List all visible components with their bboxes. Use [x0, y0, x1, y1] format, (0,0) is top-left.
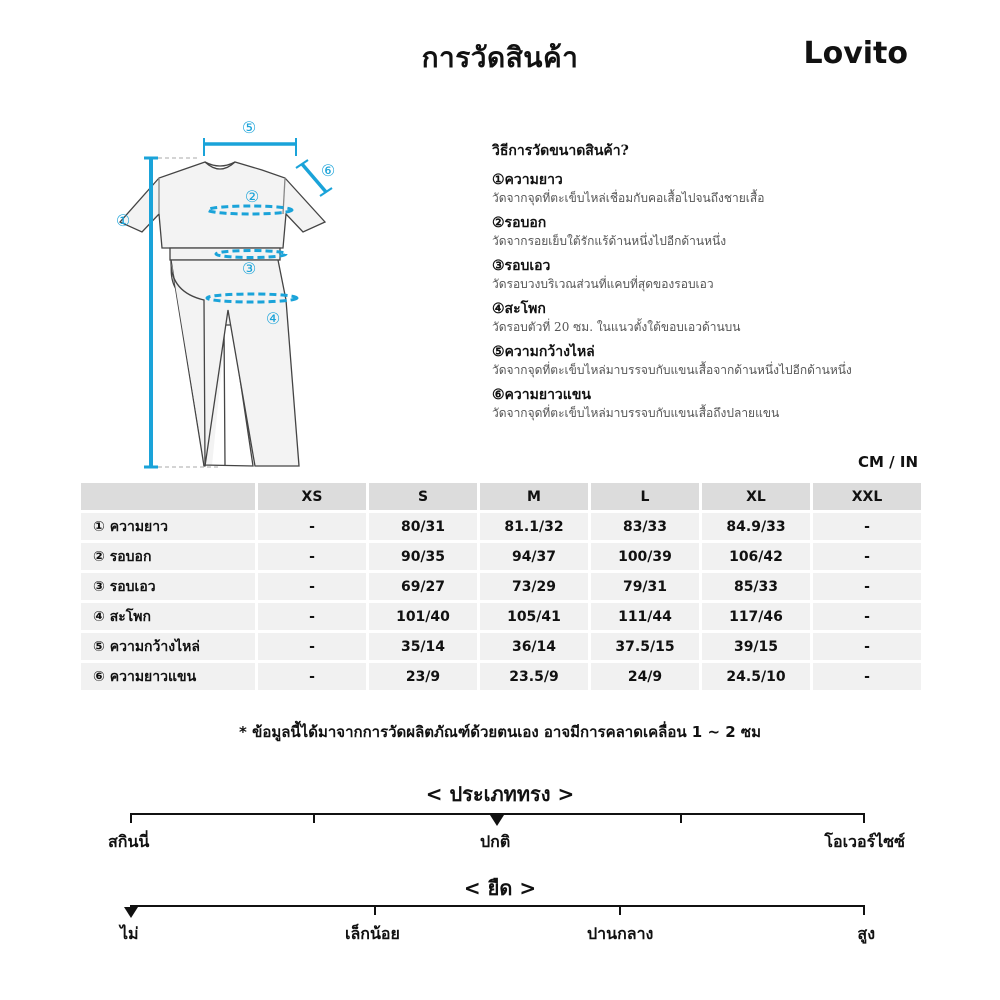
table-cell: 69/27 — [369, 573, 477, 600]
table-cell: - — [813, 543, 921, 570]
table-row-label: ④ สะโพก — [81, 603, 255, 630]
howto-item-desc: วัดจากจุดที่ตะเข็บไหล่มาบรรจบกับแขนเสื้อจากด้านหนึ่งไปอีกด้านหนึ่ง — [492, 363, 852, 377]
table-header-cell: S — [369, 483, 477, 510]
howto-item — [492, 213, 912, 249]
table-row — [81, 633, 921, 660]
howto-item-name: ①ความยาว — [492, 172, 563, 188]
howto-item — [492, 299, 912, 335]
garment-diagram — [100, 110, 340, 480]
table-row — [81, 663, 921, 690]
table-row — [81, 603, 921, 630]
table-cell: 84.9/33 — [702, 513, 810, 540]
table-cell: 79/31 — [591, 573, 699, 600]
fit-scale-tick — [130, 813, 132, 823]
table-cell: - — [813, 573, 921, 600]
howto-item — [492, 256, 912, 292]
table-header-row — [81, 483, 921, 510]
shoulder-measure — [204, 138, 296, 156]
stretch-label: สูง — [857, 924, 875, 943]
howto-item-desc: วัดจากรอยเย็บใต้รักแร้ด้านหนึ่งไปอีกด้านหนึ่ง — [492, 234, 727, 248]
howto-item-desc: วัดรอบตัวที่ 20 ซม. ในแนวตั้งใต้ขอบเอวด้านบน — [492, 320, 741, 334]
table-cell: 24.5/10 — [702, 663, 810, 690]
table-cell: 85/33 — [702, 573, 810, 600]
table-cell: - — [258, 513, 366, 540]
fit-label: โอเวอร์ไซซ์ — [824, 832, 905, 851]
table-cell: 90/35 — [369, 543, 477, 570]
table-cell: - — [813, 603, 921, 630]
howto-item-desc: วัดจากจุดที่ตะเข็บไหล่เชื่อมกับคอเสื้อไปจนถึงชายเสื้อ — [492, 191, 765, 205]
table-row — [81, 513, 921, 540]
fit-scale-tick — [313, 813, 315, 823]
table-row — [81, 543, 921, 570]
table-cell: 117/46 — [702, 603, 810, 630]
howto-title: วิธีการวัดขนาดสินค้า? — [492, 143, 629, 159]
label-5-text: ⑤ — [241, 118, 257, 137]
fit-scale-tick — [863, 813, 865, 823]
howto-item-name: ⑤ความกว้างไหล่ — [492, 344, 595, 360]
stretch-label: ไม่ — [120, 924, 139, 943]
table-row — [81, 573, 921, 600]
table-cell: 39/15 — [702, 633, 810, 660]
table-header-cell: L — [591, 483, 699, 510]
table-cell: 37.5/15 — [591, 633, 699, 660]
stretch-scale-line — [130, 905, 865, 907]
stretch-scale-tick — [374, 905, 376, 915]
table-cell: - — [258, 603, 366, 630]
fit-scale-title: < ประเภททรง > — [425, 782, 575, 806]
measurement-note: * ข้อมูลนี้ได้มาจากการวัดผลิตภัณฑ์ด้วยตนเอง อาจมีการคลาดเคลื่อน 1 ~ 2 ซม — [239, 723, 761, 741]
table-cell: 101/40 — [369, 603, 477, 630]
table-header-cell: XXL — [813, 483, 921, 510]
howto-item — [492, 170, 912, 206]
howto-item-name: ③รอบเอว — [492, 258, 551, 274]
howto-item-name: ⑥ความยาวแขน — [492, 387, 591, 403]
howto-item-desc: วัดรอบวงบริเวณส่วนที่แคบที่สุดของรอบเอว — [492, 277, 714, 291]
stretch-scale-tick — [619, 905, 621, 915]
table-cell: - — [258, 663, 366, 690]
brand-logo: Lovito — [803, 36, 908, 71]
howto-item — [492, 385, 912, 421]
page-title: การวัดสินค้า — [421, 41, 579, 74]
table-cell: 100/39 — [591, 543, 699, 570]
table-header-cell: XL — [702, 483, 810, 510]
table-cell: 94/37 — [480, 543, 588, 570]
label-6-text: ⑥ — [320, 161, 336, 180]
howto-item-desc: วัดจากจุดที่ตะเข็บไหล่มาบรรจบกับแขนเสื้อถึงปลายแขน — [492, 406, 780, 420]
label-3-text: ③ — [241, 259, 257, 278]
fit-selected-marker — [490, 815, 504, 826]
label-1-text: ① — [115, 211, 131, 230]
stretch-selected-marker — [124, 907, 138, 918]
table-cell: 83/33 — [591, 513, 699, 540]
table-cell: - — [813, 513, 921, 540]
unit-label: CM / IN — [858, 453, 918, 471]
table-cell: - — [258, 633, 366, 660]
table-cell: 23.5/9 — [480, 663, 588, 690]
table-row-label: ⑤ ความกว้างไหล่ — [81, 633, 255, 660]
table-cell: - — [813, 663, 921, 690]
table-cell: 35/14 — [369, 633, 477, 660]
table-row-label: ③ รอบเอว — [81, 573, 255, 600]
table-cell: - — [258, 543, 366, 570]
howto-item-name: ②รอบอก — [492, 215, 547, 231]
table-row-label: ② รอบอก — [81, 543, 255, 570]
howto-item-name: ④สะโพก — [492, 301, 546, 317]
fit-label: ปกติ — [480, 832, 511, 851]
table-cell: 111/44 — [591, 603, 699, 630]
label-2-text: ② — [244, 187, 260, 206]
table-cell: - — [813, 633, 921, 660]
table-header-cell: M — [480, 483, 588, 510]
table-cell: 36/14 — [480, 633, 588, 660]
stretch-scale-tick — [863, 905, 865, 915]
stretch-scale-title: < ยืด > — [463, 876, 537, 900]
stretch-label: เล็กน้อย — [345, 924, 400, 943]
table-cell: 24/9 — [591, 663, 699, 690]
table-cell: 105/41 — [480, 603, 588, 630]
table-cell: 106/42 — [702, 543, 810, 570]
table-header-cell: XS — [258, 483, 366, 510]
table-row-label: ① ความยาว — [81, 513, 255, 540]
table-cell: 81.1/32 — [480, 513, 588, 540]
fit-label: สกินนี่ — [108, 832, 150, 851]
table-cell: 73/29 — [480, 573, 588, 600]
table-cell: 80/31 — [369, 513, 477, 540]
table-cell: 23/9 — [369, 663, 477, 690]
label-4-text: ④ — [265, 309, 281, 328]
stretch-label: ปานกลาง — [587, 924, 654, 943]
size-table — [78, 480, 924, 693]
fit-scale-tick — [680, 813, 682, 823]
table-cell: - — [258, 573, 366, 600]
table-header-cell — [81, 483, 255, 510]
howto-item — [492, 342, 912, 378]
table-row-label: ⑥ ความยาวแขน — [81, 663, 255, 690]
